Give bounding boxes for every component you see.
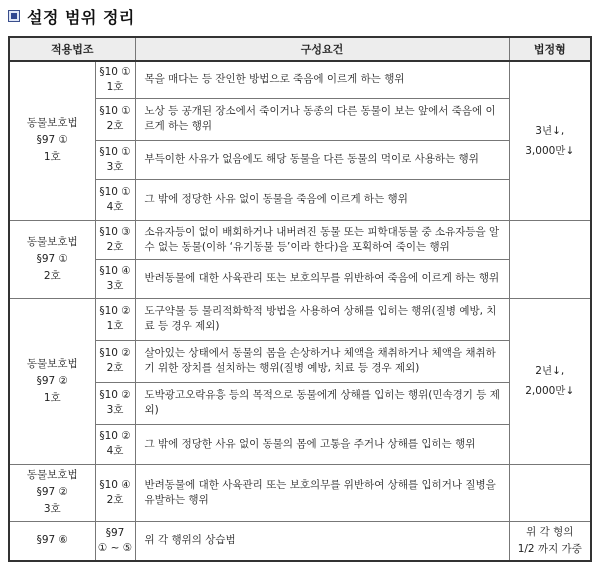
- article-cell: §10 ④ 2호: [95, 464, 135, 521]
- page-title: 설정 범위 정리: [27, 7, 135, 27]
- article-cell: §97 ① ~ ⑤: [95, 521, 135, 561]
- requirement-cell: 도박광고오락유흥 등의 목적으로 동물에게 상해를 입히는 행위(민속경기 등 제외): [135, 382, 509, 424]
- article-cell: §10 ① 3호: [95, 140, 135, 179]
- article-cell: §10 ② 2호: [95, 340, 135, 382]
- penalty-cell: 3년↓, 3,000만↓: [509, 61, 591, 220]
- requirement-cell: 위 각 행위의 상습범: [135, 521, 509, 561]
- table-row: [9, 179, 591, 220]
- article-cell: §10 ① 4호: [95, 179, 135, 220]
- title-row: [8, 4, 135, 28]
- summary-table: [8, 36, 592, 562]
- requirement-cell: 소유자등이 없이 배회하거나 내버려진 동물 또는 피학대동물 중 소유자등을 알 수 없는 동물(이하 ‘유기동물 등’이라 한다)을 포획하여 죽이는 행위: [135, 220, 509, 259]
- penalty-cell-empty: [509, 464, 591, 521]
- penalty-cell: 2년↓, 2,000만↓: [509, 298, 591, 464]
- requirement-cell: 반려동물에 대한 사육관리 또는 보호의무를 위반하여 죽음에 이르게 하는 행위: [135, 259, 509, 298]
- requirement-cell: 도구약물 등 물리적화학적 방법을 사용하여 상해를 입히는 행위(질병 예방, 치료 등 경우 제외): [135, 298, 509, 340]
- law-cell: 동물보호법 §97 ② 1호: [9, 298, 95, 464]
- penalty-cell-empty: [509, 220, 591, 298]
- article-cell: §10 ④ 3호: [95, 259, 135, 298]
- law-cell: 동물보호법 §97 ① 2호: [9, 220, 95, 298]
- table-row: [9, 382, 591, 424]
- table-row: [9, 140, 591, 179]
- article-cell: §10 ② 1호: [95, 298, 135, 340]
- requirement-cell: 목을 매다는 등 잔인한 방법으로 죽음에 이르게 하는 행위: [135, 61, 509, 98]
- article-cell: §10 ② 3호: [95, 382, 135, 424]
- table-row: [9, 259, 591, 298]
- square-bullet-icon: [8, 10, 20, 22]
- law-cell: §97 ⑥: [9, 521, 95, 561]
- article-cell: §10 ③ 2호: [95, 220, 135, 259]
- requirement-cell: 반려동물에 대한 사육관리 또는 보호의무를 위반하여 상해를 입히거나 질병을 유발하는 행위: [135, 464, 509, 521]
- article-cell: §10 ① 2호: [95, 98, 135, 140]
- table-header-row: [9, 37, 591, 61]
- table-row: [9, 298, 591, 340]
- penalty-cell: 위 각 형의 1/2 까지 가중: [509, 521, 591, 561]
- table-row: [9, 464, 591, 521]
- law-cell: 동물보호법 §97 ① 1호: [9, 61, 95, 220]
- article-cell: §10 ① 1호: [95, 61, 135, 98]
- requirement-cell: 살아있는 상태에서 동물의 몸을 손상하거나 체액을 채취하거나 체액을 채취하기 위한 장치를 설치하는 행위(질병 예방, 치료 등 경우 제외): [135, 340, 509, 382]
- table-row: [9, 98, 591, 140]
- article-cell: §10 ② 4호: [95, 424, 135, 464]
- table-row: [9, 424, 591, 464]
- requirement-cell: 그 밖에 정당한 사유 없이 동물의 몸에 고통을 주거나 상해를 입히는 행위: [135, 424, 509, 464]
- requirement-cell: 그 밖에 정당한 사유 없이 동물을 죽음에 이르게 하는 행위: [135, 179, 509, 220]
- requirement-cell: 부득이한 사유가 없음에도 해당 동물을 다른 동물의 먹이로 사용하는 행위: [135, 140, 509, 179]
- law-cell: 동물보호법 §97 ② 3호: [9, 464, 95, 521]
- header-penalty: 법정형: [509, 37, 591, 61]
- table-row: [9, 340, 591, 382]
- table-row: [9, 220, 591, 259]
- table-row: [9, 521, 591, 561]
- table-row: [9, 61, 591, 98]
- header-requirements: 구성요건: [135, 37, 509, 61]
- requirement-cell: 노상 등 공개된 장소에서 죽이거나 동종의 다른 동물이 보는 앞에서 죽음에 이르게 하는 행위: [135, 98, 509, 140]
- header-law: 적용법조: [9, 37, 135, 61]
